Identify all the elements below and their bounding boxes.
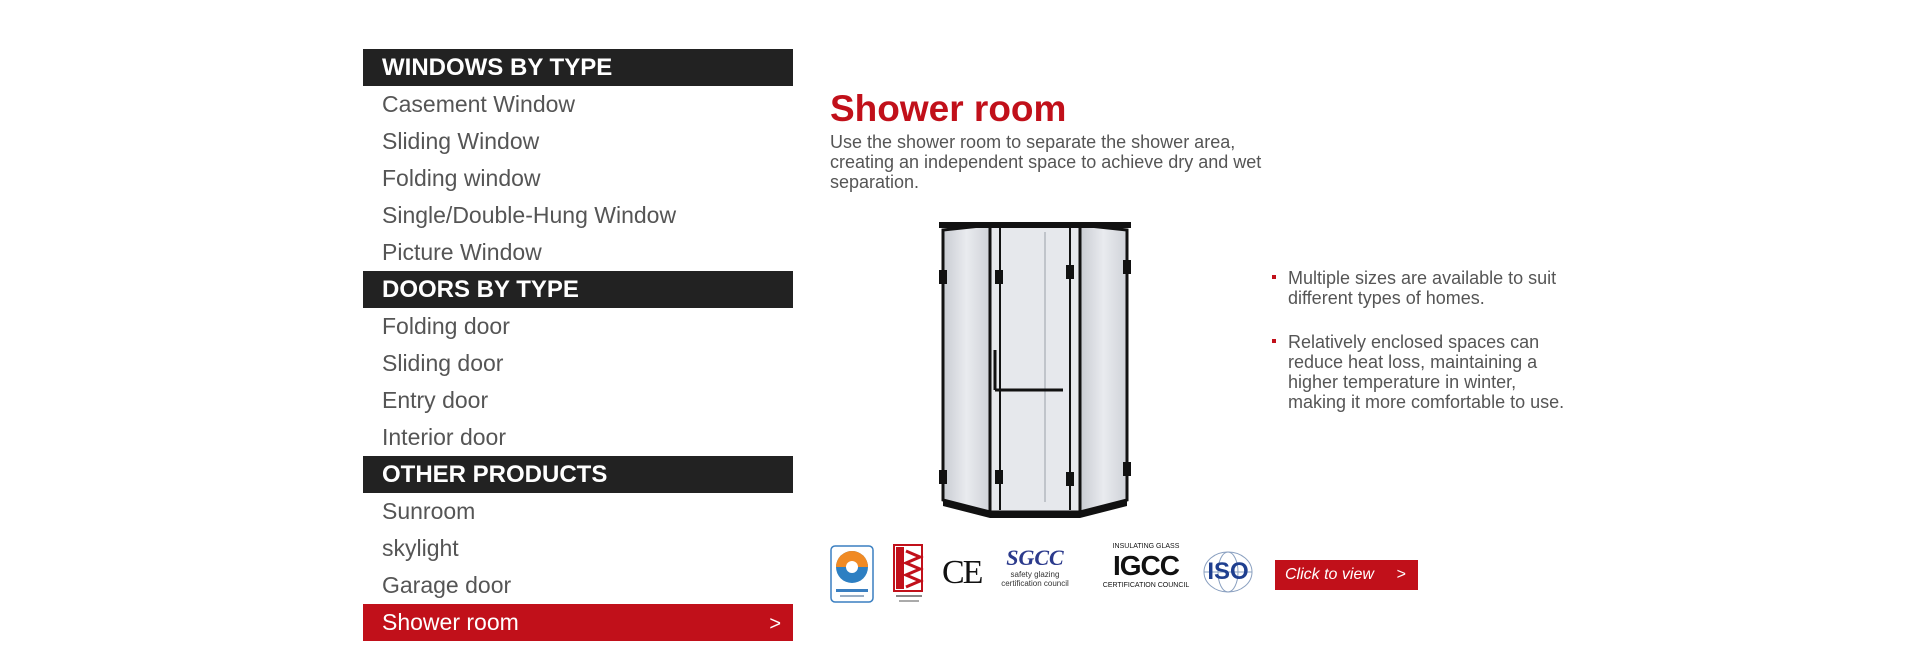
chevron-right-icon: > xyxy=(1396,566,1406,583)
product-category-menu xyxy=(363,49,793,641)
igcc-top-text: INSULATING GLASS xyxy=(1112,543,1180,550)
category-header-windows: WINDOWS BY TYPE xyxy=(363,49,793,86)
feature-text: Multiple sizes are available to suit different types of homes. xyxy=(1288,268,1557,308)
menu-item-shower-room-label: Shower room xyxy=(382,609,519,635)
category-header-doors: DOORS BY TYPE xyxy=(363,271,793,308)
igcc-logo xyxy=(1098,542,1194,590)
iso-logo xyxy=(1202,550,1254,594)
category-header-other-products: OTHER PRODUCTS xyxy=(363,456,793,493)
product-title: Shower room xyxy=(830,88,1067,129)
feature-text: Relatively enclosed spaces can reduce heat loss, maintaining a higher temperature in winter, making it more comfortable to use. xyxy=(1288,332,1565,412)
menu-item-folding-window[interactable]: Folding window xyxy=(382,165,541,191)
product-description: Use the shower room to separate the shower area, creating an independent space to achieve dry and wet separation. xyxy=(830,132,1262,192)
menu-item-picture-window[interactable]: Picture Window xyxy=(382,239,542,265)
shower-room-image xyxy=(935,220,1135,520)
feature-item xyxy=(1272,268,1572,308)
bullet-icon xyxy=(1272,339,1276,343)
chevron-right-icon: > xyxy=(769,613,781,635)
sgcc-caption: safety glazing certification council xyxy=(1001,570,1069,588)
sgcc-logo xyxy=(992,546,1078,588)
iso-text: ISO xyxy=(1207,558,1249,585)
menu-item-casement-window[interactable]: Casement Window xyxy=(382,91,576,117)
australian-standard-logo xyxy=(892,543,926,605)
click-to-view-label: Click to view xyxy=(1285,566,1374,583)
igcc-text: IGCC xyxy=(1113,550,1179,581)
feature-list xyxy=(1272,268,1572,436)
menu-item-garage-door[interactable]: Garage door xyxy=(382,572,512,598)
ce-mark-logo: CE xyxy=(942,554,982,591)
igcc-caption: CERTIFICATION COUNCIL xyxy=(1102,582,1190,589)
menu-item-sliding-window[interactable]: Sliding Window xyxy=(382,128,540,154)
energy-rating-logo xyxy=(830,545,874,603)
sgcc-text: SGCC xyxy=(1006,545,1064,570)
menu-item-shower-room[interactable] xyxy=(363,604,793,641)
menu-item-skylight[interactable]: skylight xyxy=(382,535,459,561)
menu-item-sliding-door[interactable]: Sliding door xyxy=(382,350,504,376)
bullet-icon xyxy=(1272,275,1276,279)
menu-item-interior-door[interactable]: Interior door xyxy=(382,424,507,450)
menu-item-folding-door[interactable]: Folding door xyxy=(382,313,510,339)
click-to-view-button[interactable] xyxy=(1275,560,1418,590)
menu-item-hung-window[interactable]: Single/Double-Hung Window xyxy=(382,202,677,228)
menu-item-sunroom[interactable]: Sunroom xyxy=(382,498,476,524)
menu-item-entry-door[interactable]: Entry door xyxy=(382,387,489,413)
certification-logos xyxy=(830,540,1250,610)
feature-item xyxy=(1272,332,1572,412)
